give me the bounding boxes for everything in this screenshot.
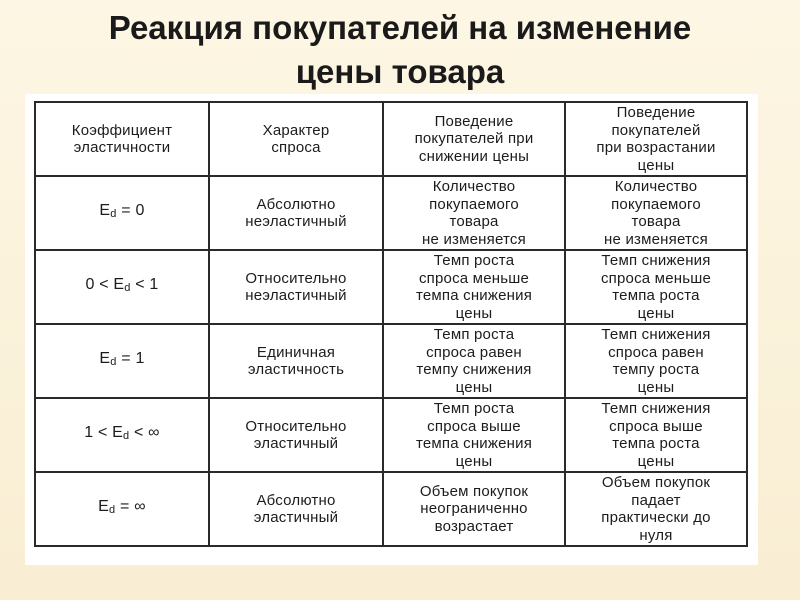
cell-on-increase: Темп снижения спроса выше темпа роста цены — [565, 398, 747, 472]
slide-title: Реакция покупателей на изменение цены товара — [108, 9, 692, 90]
header-demand-type: Характер спроса — [209, 102, 383, 176]
coef-relation: = 1 — [116, 350, 145, 368]
coef-subscript: d — [109, 504, 116, 517]
header-behavior-price-increase: Поведение покупателей при возрастании цены — [565, 102, 747, 176]
header-behavior-price-decrease: Поведение покупателей при снижении цены — [383, 102, 565, 176]
cell-coefficient — [35, 250, 209, 324]
cell-on-increase: Количество покупаемого товара не изменяется — [565, 176, 747, 250]
coef-relation: = ∞ — [115, 498, 146, 516]
cell-on-decrease: Темп роста спроса выше темпа снижения цены — [383, 398, 565, 472]
table-row — [35, 176, 747, 250]
coef-relation: < ∞ — [129, 424, 160, 442]
table-row — [35, 398, 747, 472]
coef-subscript: d — [110, 208, 117, 221]
cell-demand-type: Абсолютно неэластичный — [209, 176, 383, 250]
table-row — [35, 250, 747, 324]
cell-on-increase: Темп снижения спроса меньше темпа роста цены — [565, 250, 747, 324]
cell-on-decrease: Количество покупаемого товара не изменяется — [383, 176, 565, 250]
cell-on-increase: Объем покупок падает практически до нуля — [565, 472, 747, 546]
cell-demand-type: Единичная эластичность — [209, 324, 383, 398]
cell-coefficient — [35, 324, 209, 398]
cell-on-decrease: Объем покупок неограниченно возрастает — [383, 472, 565, 546]
elasticity-table — [34, 101, 748, 547]
cell-demand-type: Относительно эластичный — [209, 398, 383, 472]
cell-coefficient — [35, 472, 209, 546]
coef-main: 1 < E — [84, 424, 124, 442]
cell-coefficient — [35, 398, 209, 472]
coef-subscript: d — [124, 282, 131, 295]
cell-on-increase: Темп снижения спроса равен темпу роста цены — [565, 324, 747, 398]
cell-coefficient — [35, 176, 209, 250]
cell-on-decrease: Темп роста спроса меньше темпа снижения цены — [383, 250, 565, 324]
coef-subscript: d — [110, 356, 117, 369]
cell-demand-type: Абсолютно эластичный — [209, 472, 383, 546]
coef-main: E — [98, 498, 110, 516]
coef-main: E — [99, 202, 111, 220]
coef-relation: = 0 — [116, 202, 145, 220]
coef-main: E — [99, 350, 111, 368]
table-row — [35, 472, 747, 546]
table-panel — [25, 94, 758, 565]
cell-demand-type: Относительно неэластичный — [209, 250, 383, 324]
coef-relation: < 1 — [130, 276, 159, 294]
table-header-row — [35, 102, 747, 176]
coef-main: 0 < E — [85, 276, 125, 294]
coef-subscript: d — [123, 430, 130, 443]
header-coefficient: Коэффициент эластичности — [35, 102, 209, 176]
cell-on-decrease: Темп роста спроса равен темпу снижения цены — [383, 324, 565, 398]
table-row — [35, 324, 747, 398]
